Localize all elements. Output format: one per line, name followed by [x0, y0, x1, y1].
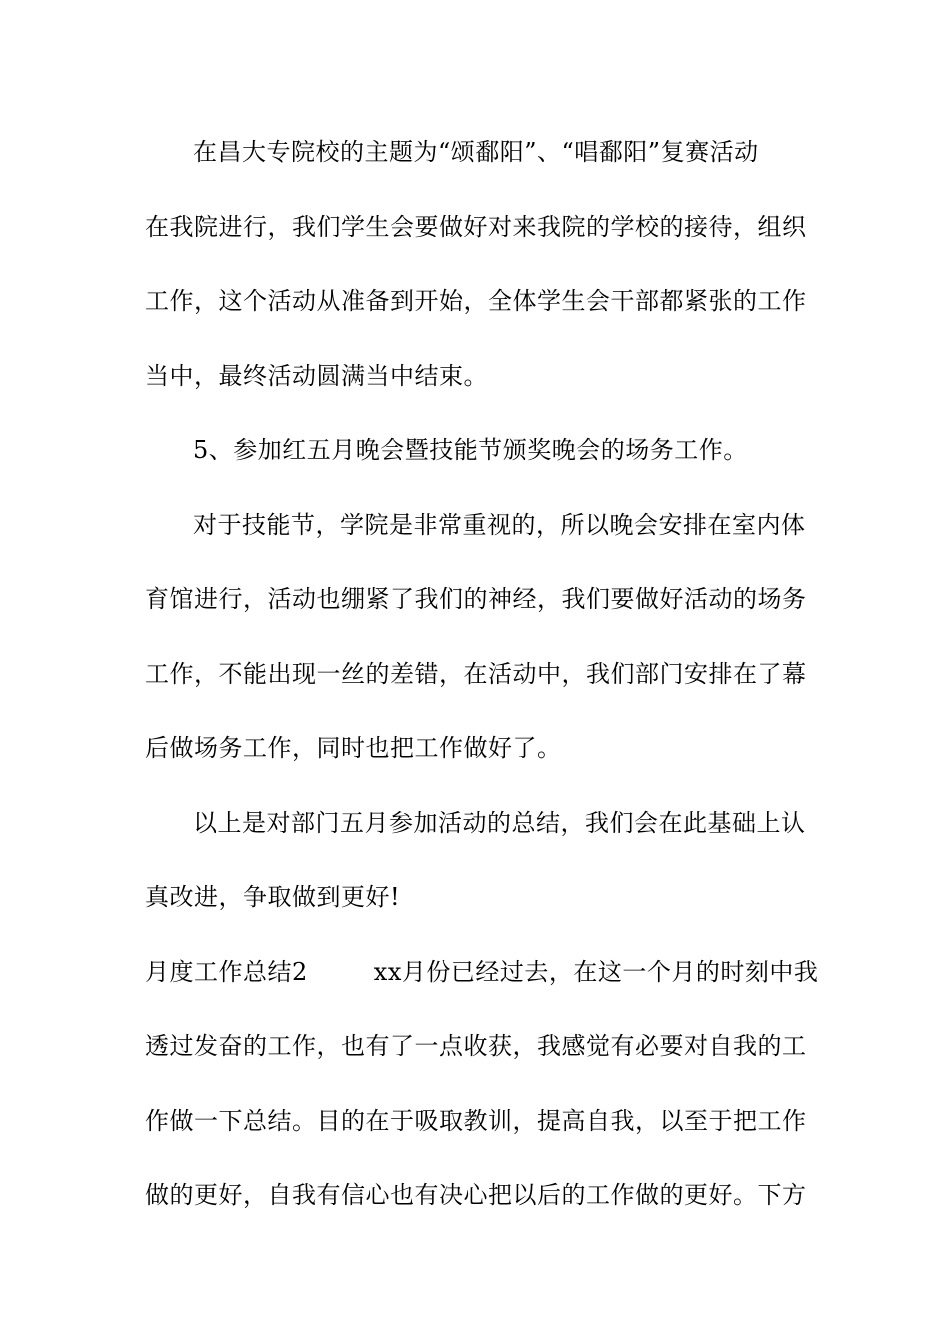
paragraph-1-line-1: 在昌大专院校的主题为“颂鄱阳”、“唱鄱阳”复赛活动 — [193, 138, 759, 166]
paragraph-5-line-1 — [145, 957, 819, 987]
paragraph-5-line-3: 作做一下总结。目的在于吸取教训，提高自我，以至于把工作 — [145, 1107, 807, 1135]
paragraph-3-line-4: 后做场务工作，同时也把工作做好了。 — [145, 734, 562, 762]
paragraph-5-line-4: 做的更好，自我有信心也有决心把以后的工作做的更好。下方 — [145, 1181, 807, 1209]
paragraph-3-line-1: 对于技能节，学院是非常重视的，所以晚会安排在室内体 — [193, 511, 806, 539]
paragraph-4-line-2: 真改进，争取做到更好! — [145, 883, 401, 911]
paragraph-5-line-2: 透过发奋的工作，也有了一点收获，我感觉有必要对自我的工 — [145, 1032, 807, 1060]
paragraph-3-line-2: 育馆进行，活动也绷紧了我们的神经，我们要做好活动的场务 — [145, 585, 807, 613]
paragraph-1-line-3: 工作，这个活动从准备到开始，全体学生会干部都紧张的工作 — [145, 287, 807, 315]
paragraph-1-line-2: 在我院进行，我们学生会要做好对来我院的学校的接待，组织 — [145, 213, 807, 241]
paragraph-1-line-4: 当中，最终活动圆满当中结束。 — [145, 362, 488, 390]
section-heading: 月度工作总结2 — [145, 958, 308, 986]
paragraph-2-line-1: 5、参加红五月晚会暨技能节颁奖晚会的场务工作。 — [193, 436, 748, 464]
paragraph-3-line-3: 工作，不能出现一丝的差错，在活动中，我们部门安排在了幕 — [145, 660, 807, 688]
paragraph-5-line-1-text: xx月份已经过去，在这一个月的时刻中我 — [373, 958, 819, 986]
paragraph-4-line-1: 以上是对部门五月参加活动的总结，我们会在此基础上认 — [193, 809, 806, 837]
